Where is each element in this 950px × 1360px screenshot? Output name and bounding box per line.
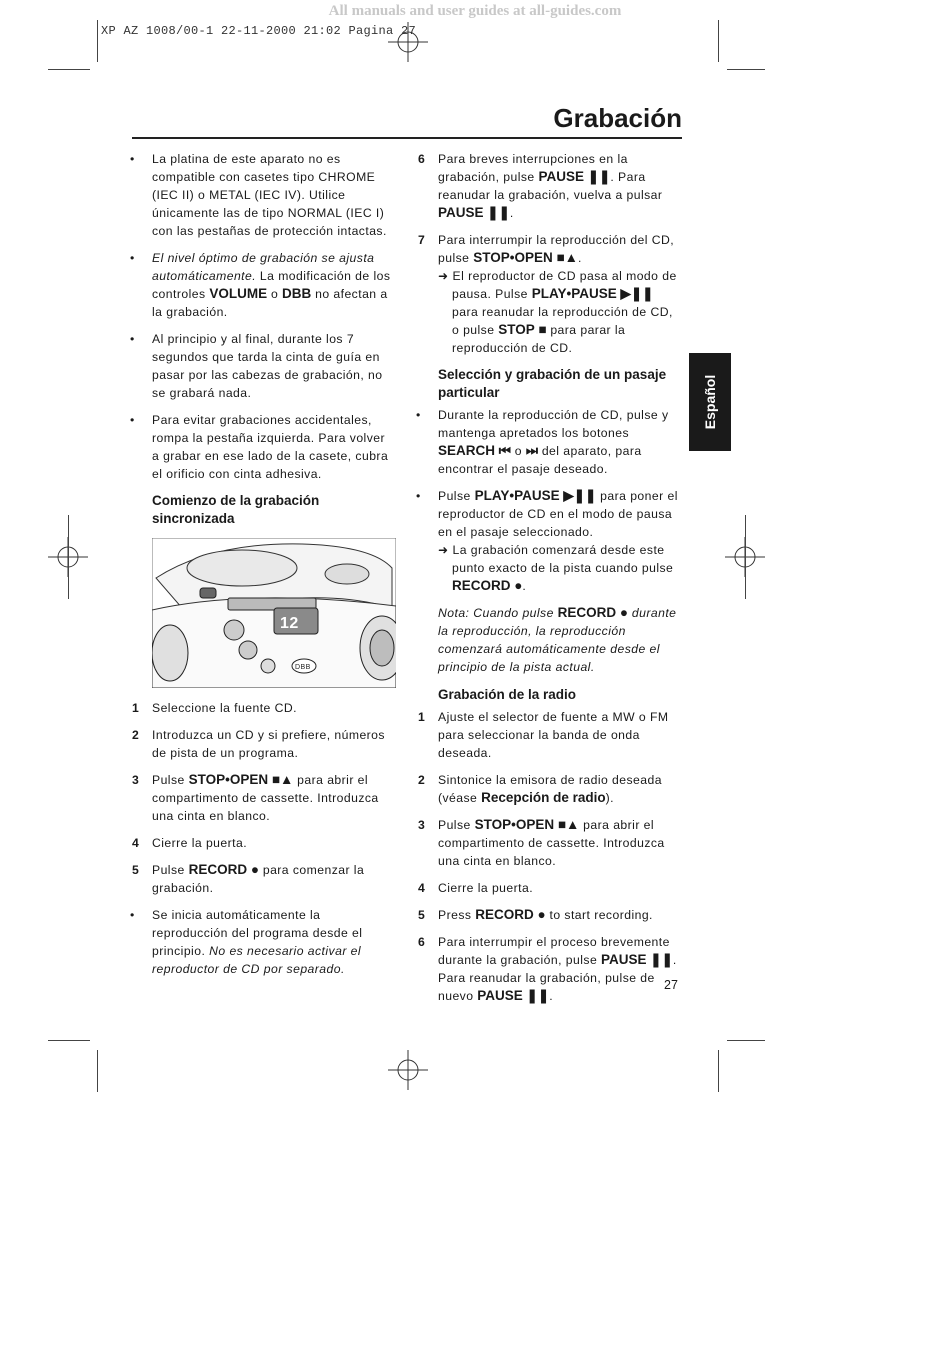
list-item: • Para evitar grabaciones accidentales, rompa la pestaña izquierda. Para volver a grabar en ese lado de la casete, cubra el orificio con cinta adhesiva. xyxy=(130,413,389,481)
crop-mark xyxy=(718,1050,719,1092)
crop-mark xyxy=(727,1040,765,1041)
registration-mark-icon xyxy=(388,22,428,62)
section-heading: Grabación de la radio xyxy=(438,687,577,702)
dbb-button-label: DBB xyxy=(295,664,311,671)
section-heading: Comienzo de la grabación sincronizada xyxy=(152,493,320,526)
step-item: 2 Introduzca un CD y si prefiere, números de pista de un programa. xyxy=(132,728,385,760)
list-item: • La platina de este aparato no es compatible con casetes tipo CHROME (IEC II) o METAL (IEC IV). Utilice únicamente las de tipo NORMAL (IEC I) con las pestañas de protección intactas. xyxy=(130,152,387,238)
step-item: 5 Pulse RECORD ● para comenzar la grabación. xyxy=(132,862,365,895)
step-item: 2 Sintonice la emisora de radio deseada (véase Recepción de radio). xyxy=(418,773,662,805)
display-readout: 12 xyxy=(280,615,299,632)
title-rule xyxy=(132,137,682,139)
step-item: 4 Cierre la puerta. xyxy=(418,881,534,895)
right-column xyxy=(418,150,682,1014)
language-tab xyxy=(689,353,731,451)
step-item: 3 Pulse STOP•OPEN ■▲ para abrir el compartimento de cassette. Introduzca una cinta en blanco. xyxy=(132,772,379,823)
result-note: ➜ La grabación comenzará desde este punto exacto de la pista cuando pulse RECORD ●. xyxy=(438,543,674,593)
result-note: ➜ El reproductor de CD pasa al modo de pausa. Pulse PLAY•PAUSE ▶❚❚ para reanudar la reproducción de CD, o pulse STOP ■ para parar la reproducción de CD. xyxy=(438,269,677,355)
step-item: 1 Seleccione la fuente CD. xyxy=(132,701,297,715)
language-tab-label: Español xyxy=(702,374,718,430)
step-item: 6 Para interrumpir el proceso brevemente durante la grabación, pulse PAUSE ❚❚. Para reanudar la grabación, pulse de nuevo PAUSE ❚❚. xyxy=(418,935,677,1003)
crop-mark xyxy=(718,20,719,62)
crop-mark xyxy=(48,1040,90,1041)
list-item: • Al principio y al final, durante los 7 segundos que tarda la cinta de guía en pasar por las cabezas de grabación, no se grabará nada. xyxy=(130,332,383,400)
registration-mark-icon xyxy=(388,1050,428,1090)
section-heading: Selección y grabación de un pasaje particular xyxy=(438,367,667,400)
page-title: Grabación xyxy=(553,103,682,133)
crop-mark xyxy=(68,515,69,599)
print-header: XP AZ 1008/00-1 22-11-2000 21:02 Pagina 27 xyxy=(101,24,417,38)
step-item: 7 Para interrumpir la reproducción del CD, pulse STOP•OPEN ■▲. ➜ El reproductor de CD pasa al modo de pausa. Pulse PLAY•PAUSE ▶❚❚ para reanudar la reproducción de CD, o pulse STOP ■ para parar la reproducción de CD. xyxy=(418,231,682,357)
crop-mark xyxy=(48,69,90,70)
step-item: 3 Pulse STOP•OPEN ■▲ para abrir el compartimento de cassette. Introduzca una cinta en blanco. xyxy=(418,817,665,868)
note: Nota: Cuando pulse RECORD ● durante la reproducción, la reproducción comenzará automáticamente desde el principio de la pista actual. xyxy=(438,605,677,674)
watermark: All manuals and user guides at all-guides.com xyxy=(328,3,622,19)
list-item: • Pulse PLAY•PAUSE ▶❚❚ para poner el reproductor de CD en el modo de pausa en el pasaje seleccionado. ➜ La grabación comenzará desde este punto exacto de la pista cuando pulse RECORD ●. xyxy=(418,487,682,595)
list-item: • El nivel óptimo de grabación se ajusta automáticamente. La modificación de los controles VOLUME o DBB no afectan a la grabación. xyxy=(130,251,391,319)
left-column xyxy=(132,150,394,987)
list-item: • Durante la reproducción de CD, pulse y mantenga apretados los botones SEARCH ⏮ o ⏭ del aparato, para encontrar el pasaje deseado. xyxy=(416,408,669,476)
crop-mark xyxy=(97,1050,98,1092)
step-item: 6 Para breves interrupciones en la grabación, pulse PAUSE ❚❚. Para reanudar la grabación, vuelva a pulsar PAUSE ❚❚. xyxy=(418,152,663,220)
crop-mark xyxy=(745,515,746,599)
step-item: 4 Cierre la puerta. xyxy=(132,836,248,850)
list-item: • Se inicia automáticamente la reproducción del programa desde el principio. No es necesario activar el reproductor de CD por separado. xyxy=(130,908,363,976)
page-number: 27 xyxy=(664,978,678,992)
cd-player-illustration xyxy=(152,538,396,688)
crop-mark xyxy=(97,20,98,62)
step-item: 1 Ajuste el selector de fuente a MW o FM para seleccionar la banda de onda deseada. xyxy=(418,710,669,760)
crop-mark xyxy=(727,69,765,70)
step-item: 5 Press RECORD ● to start recording. xyxy=(418,907,653,922)
